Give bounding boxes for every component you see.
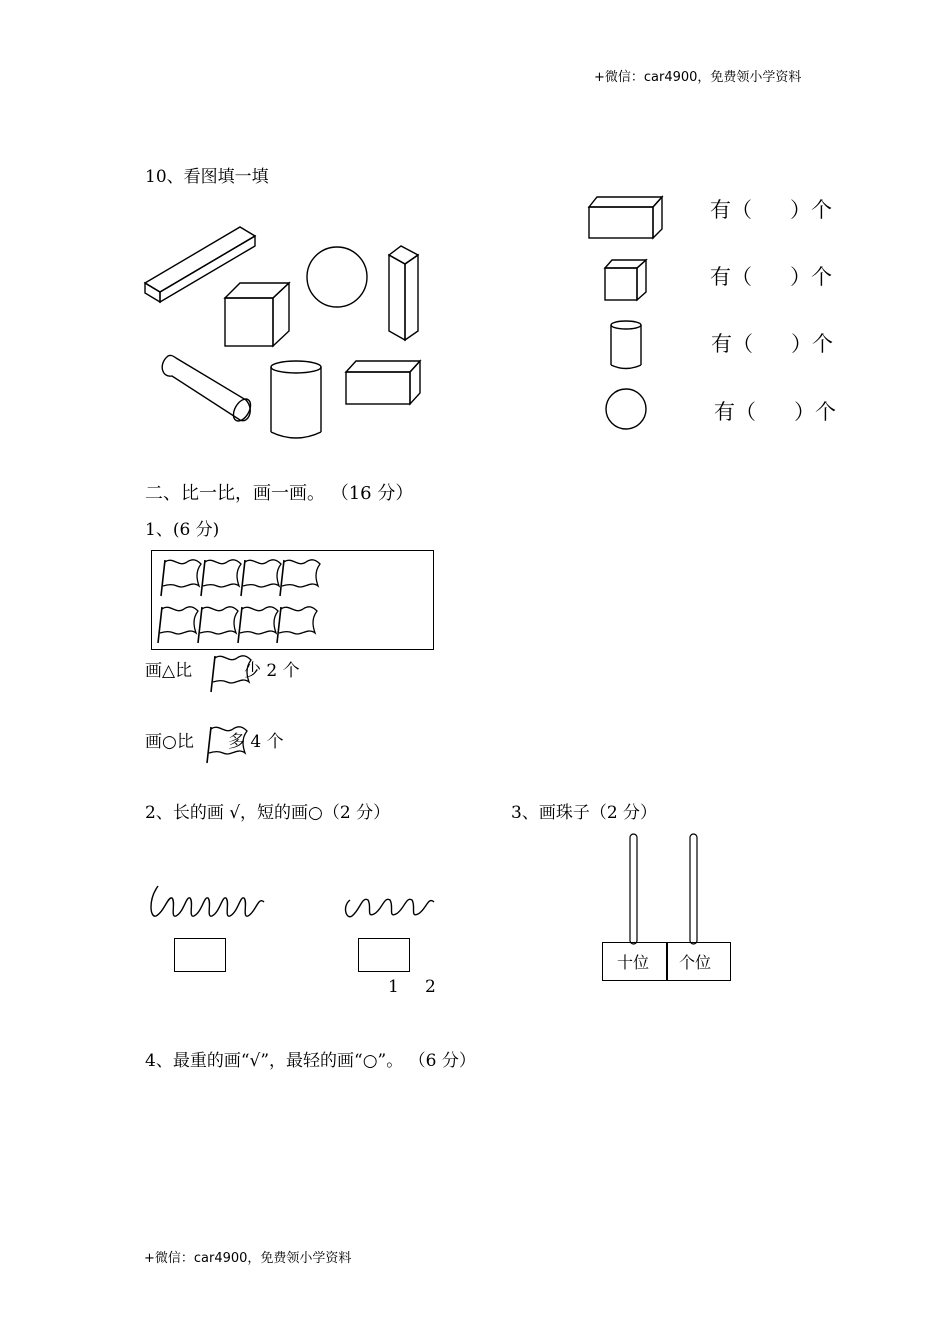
q1-line2-post: 多 4 个 <box>228 732 284 752</box>
q10-row-2-pre: 有（ <box>710 265 752 289</box>
label-2: 2 <box>425 977 436 997</box>
q1-line2-pre: 画○比 <box>145 732 194 752</box>
q3-title: 3、画珠子（2 分） <box>511 803 658 823</box>
q1-line1-pre: 画△比 <box>145 661 193 681</box>
label-1: 1 <box>388 977 399 997</box>
section2-title: 二、比一比，画一画。 （16 分） <box>145 483 414 504</box>
q10-row-3-pre: 有（ <box>711 332 753 356</box>
q10-row-3-post: ）个 <box>791 332 833 356</box>
q1-title: 1、(6 分) <box>145 520 220 540</box>
q10-row-2-post: ）个 <box>790 265 832 289</box>
q10-title: 10、看图填一填 <box>145 167 269 187</box>
q10-row-4-pre: 有（ <box>714 400 756 424</box>
q10-row-4-post: ）个 <box>794 400 836 424</box>
watermark-bottom: +微信：car4900，免费领小学资料 <box>144 1251 352 1266</box>
ones-label: 个位 <box>678 953 711 972</box>
tens-label: 十位 <box>616 953 649 972</box>
q1-line1-post: 少 2 个 <box>244 661 300 681</box>
q10-row-1-pre: 有（ <box>710 198 752 222</box>
q2-title: 2、长的画 √，短的画○（2 分） <box>145 803 391 823</box>
q4-title: 4、最重的画“√”，最轻的画“○”。 （6 分） <box>145 1051 476 1071</box>
q10-row-1-post: ）个 <box>790 198 832 222</box>
watermark-top: +微信：car4900，免费领小学资料 <box>594 70 802 85</box>
